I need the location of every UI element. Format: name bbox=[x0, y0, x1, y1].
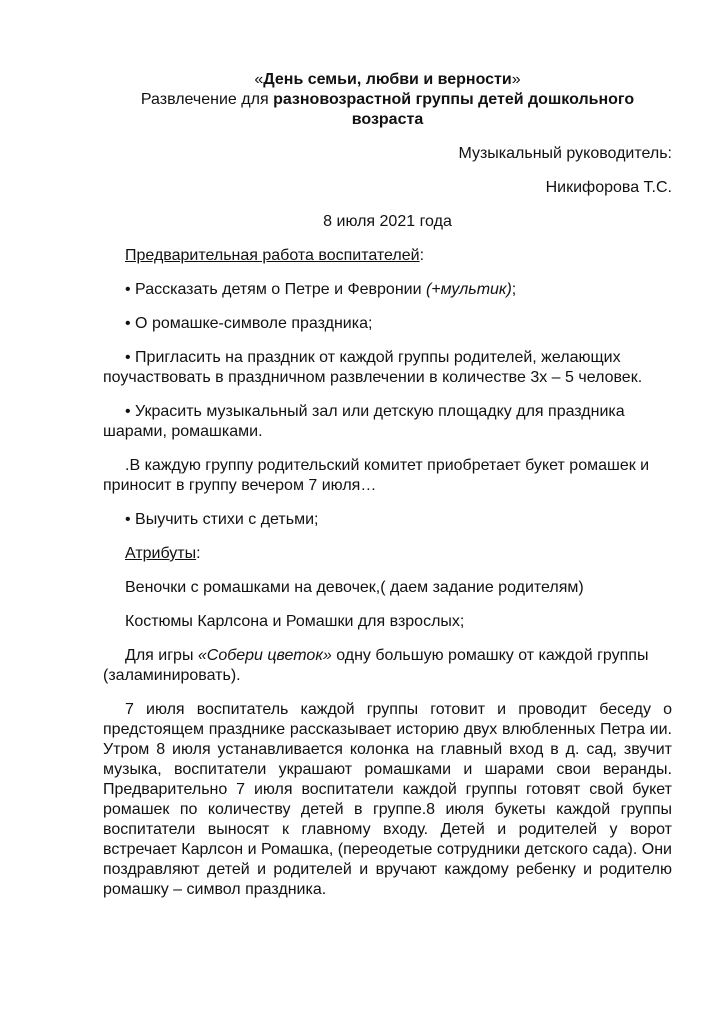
prep-item-1-italic: (+мультик) bbox=[425, 281, 512, 298]
title-text: День семьи, любви и верности bbox=[263, 71, 512, 88]
prep-heading-colon: : bbox=[419, 247, 425, 264]
prep-item-1-end: ; bbox=[511, 281, 517, 298]
prep-heading bbox=[103, 246, 672, 266]
attributes-line-3-end: одну большую ромашку от каждой группы (заламинировать). bbox=[103, 647, 649, 684]
document-date: 8 июля 2021 года bbox=[323, 213, 452, 230]
prep-item-2: • О ромашке-символе праздника; bbox=[125, 315, 373, 332]
document-subtitle bbox=[103, 90, 672, 130]
document-title bbox=[103, 70, 672, 90]
author-role: Музыкальный руководитель: bbox=[458, 145, 672, 162]
attributes-line-2: Костюмы Карлсона и Ромашки для взрослых; bbox=[125, 613, 465, 630]
title-quote-close: » bbox=[511, 71, 521, 88]
title-quote-open: « bbox=[254, 71, 264, 88]
attributes-line-3-italic: «Собери цветок» bbox=[197, 647, 332, 664]
prep-item-3: • Пригласить на праздник от каждой группы родителей, желающих поучаствовать в праздничном развлечении в количестве 3х – 5 человек. bbox=[103, 349, 643, 386]
body-paragraph: 7 июля воспитатель каждой группы готовит и проводит беседу о предстоящем празднике рассказывает историю двух влюбленных Петра ии. Утром 8 июля устанавливается колонка на главный вход в д. сад, звучит музыка, воспитатели украшают ромашками и шарами свои веранды. Предварительно 7 июля воспитатели каждой группы готовят свой букет ромашек по количеству детей в группе.8 июля букеты каждой группы воспитатели выносят к главному входу. Детей и родителей у ворот встречает Карлсон и Ромашка, (переодетые сотрудники детского сада). Они поздравляют детей и родителей и вручают каждому ребенку и родителю ромашку – символ праздника. bbox=[103, 701, 672, 898]
prep-item-1 bbox=[103, 280, 672, 300]
author-name: Никифорова Т.С. bbox=[545, 179, 672, 196]
subtitle-plain: Развлечение для bbox=[140, 91, 274, 108]
attributes-heading-text: Атрибуты bbox=[125, 545, 197, 562]
attributes-heading bbox=[103, 544, 672, 564]
prep-item-6: • Выучить стихи с детьми; bbox=[125, 511, 319, 528]
prep-heading-text: Предварительная работа воспитателей bbox=[125, 247, 420, 264]
prep-item-1-text: • Рассказать детям о Петре и Февронии bbox=[125, 281, 426, 298]
attributes-line-1: Веночки с ромашками на девочек,( даем задание родителям) bbox=[125, 579, 584, 596]
attributes-line-3 bbox=[103, 646, 672, 686]
subtitle-bold: разновозрастной группы детей дошкольного возраста bbox=[273, 91, 635, 128]
attributes-heading-colon: : bbox=[196, 545, 201, 562]
prep-item-5: .В каждую группу родительский комитет приобретает букет ромашек и приносит в группу вечером 7 июля… bbox=[103, 457, 650, 494]
prep-item-4: • Украсить музыкальный зал или детскую площадку для праздника шарами, ромашками. bbox=[103, 403, 625, 440]
attributes-line-3-text: Для игры bbox=[125, 647, 198, 664]
